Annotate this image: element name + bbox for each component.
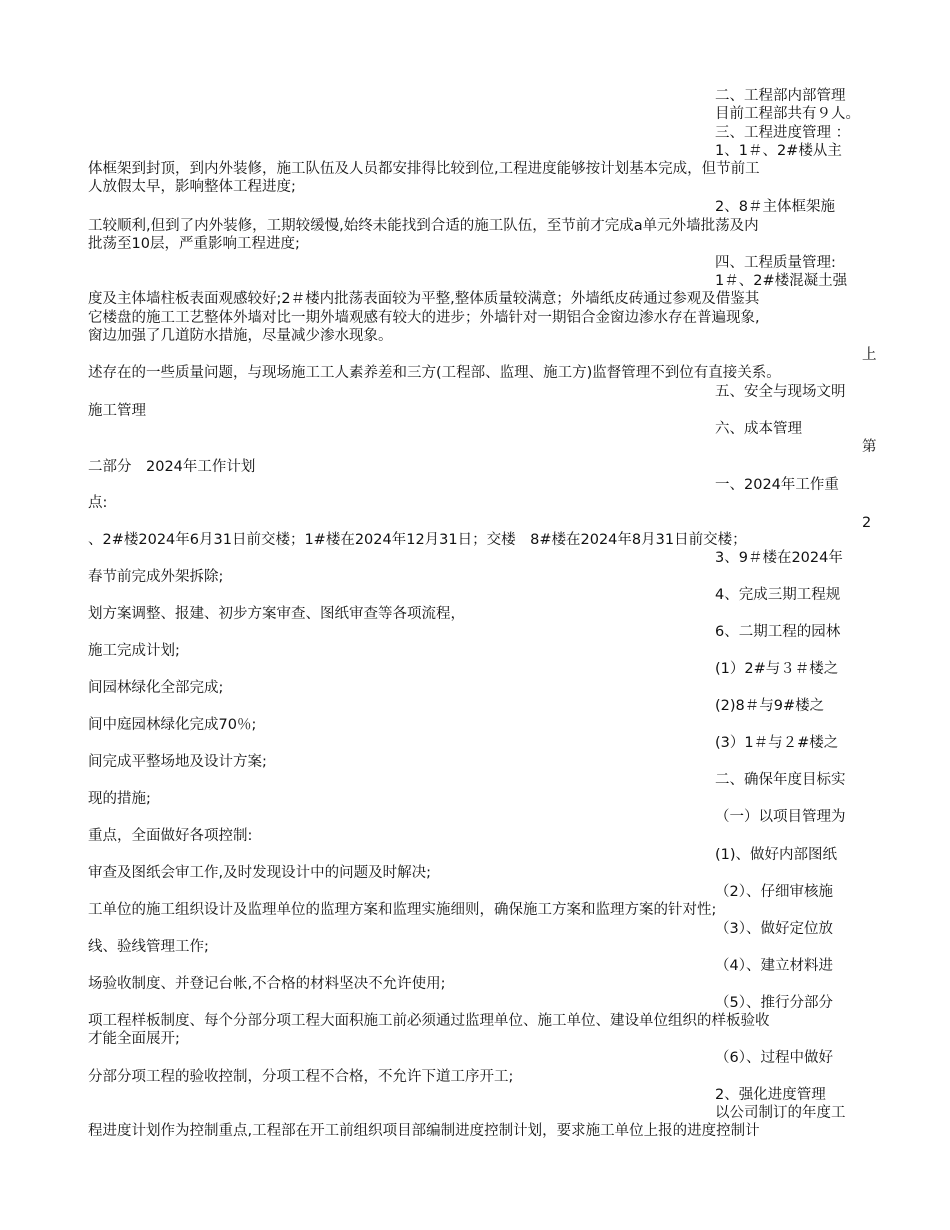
section-heading: 四、工程质量管理: bbox=[715, 255, 836, 271]
text-line: 人放假太早，影响整体工程进度; bbox=[88, 179, 296, 195]
text-line: （4）、建立材料进 bbox=[715, 958, 833, 974]
section-heading: 二、工程部内部管理 bbox=[715, 88, 846, 104]
text-line: 6、二期工程的园林 bbox=[715, 624, 841, 640]
text-line: 、2#楼2024年6月31日前交楼；1#楼在2024年12月31日；交楼 8#楼在2024年8月31日前交楼； bbox=[88, 532, 747, 548]
section-heading: 六、成本管理 bbox=[715, 421, 802, 437]
text-line: (2)8＃与9#楼之 bbox=[715, 698, 825, 714]
section-heading: 二、确保年度目标实 bbox=[715, 772, 846, 788]
text-line: 上 bbox=[862, 347, 877, 363]
text-line: 施工管理 bbox=[88, 403, 146, 419]
text-line: 窗边加强了几道防水措施，尽量减少渗水现象。 bbox=[88, 328, 393, 344]
text-line: 2、8＃主体框架施 bbox=[715, 199, 835, 215]
part-heading: 二部分 2024年工作计划 bbox=[88, 459, 256, 475]
text-line: 1＃、2#楼混凝土强 bbox=[715, 273, 848, 289]
text-line: (3）1＃与２#楼之 bbox=[715, 735, 839, 751]
text-line: 才能全面展开; bbox=[88, 1031, 180, 1047]
text-line: 点: bbox=[88, 495, 108, 511]
text-line: 工单位的施工组织设计及监理单位的监理方案和监理实施细则，确保施工方案和监理方案的针对性; bbox=[88, 902, 717, 918]
text-line: 1、1＃、2#楼从主 bbox=[715, 143, 842, 159]
text-line: 施工完成计划; bbox=[88, 643, 180, 659]
text-line: （2）、仔细审核施 bbox=[715, 884, 833, 900]
text-line: 目前工程部共有９人。 bbox=[715, 106, 860, 122]
text-line: (1)、做好内部图纸 bbox=[715, 847, 838, 863]
text-line: 间园林绿化全部完成; bbox=[88, 680, 224, 696]
text-line: 3、9＃楼在2024年 bbox=[715, 550, 843, 566]
text-line: 它楼盘的施工工艺整体外墙对比一期外墙观感有较大的进步；外墙针对一期铝合金窗边渗水存在普遍现象, bbox=[88, 310, 760, 326]
text-line: 述存在的一些质量问题，与现场施工工人素养差和三方(工程部、监理、施工方)监督管理不到位有直接关系。 bbox=[88, 365, 781, 381]
text-line: 春节前完成外架拆除; bbox=[88, 569, 224, 585]
text-line: 审查及图纸会审工作,及时发现设计中的问题及时解决; bbox=[88, 865, 431, 881]
text-line: 重点，全面做好各项控制: bbox=[88, 828, 253, 844]
section-heading: 五、安全与现场文明 bbox=[715, 384, 846, 400]
text-line: 间中庭园林绿化完成70％; bbox=[88, 717, 257, 733]
text-line: （3）、做好定位放 bbox=[715, 921, 833, 937]
text-line: 工较顺利,但到了内外装修，工期较缓慢,始终未能找到合适的施工队伍，至节前才完成a单元外墙批荡及内 bbox=[88, 218, 759, 234]
text-line: 线、验线管理工作; bbox=[88, 939, 209, 955]
text-line: 体框架到封顶，到内外装修，施工队伍及人员都安排得比较到位,工程进度能够按计划基本完成，但节前工 bbox=[88, 161, 760, 177]
text-line: 第 bbox=[862, 439, 877, 455]
text-line: 场验收制度、并登记台帐,不合格的材料坚决不允许使用; bbox=[88, 976, 446, 992]
text-line: 间完成平整场地及设计方案; bbox=[88, 754, 267, 770]
text-line: 度及主体墙柱板表面观感较好;2＃楼内批荡表面较为平整,整体质量较满意；外墙纸皮砖通过参观及借鉴其 bbox=[88, 291, 760, 307]
text-line: 现的措施; bbox=[88, 791, 151, 807]
text-line: 4、完成三期工程规 bbox=[715, 587, 841, 603]
text-line: 程进度计划作为控制重点,工程部在开工前组织项目部编制进度控制计划，要求施工单位上报的进度控制计 bbox=[88, 1123, 760, 1139]
text-line: （5）、推行分部分 bbox=[715, 995, 833, 1011]
text-line: （6）、过程中做好 bbox=[715, 1050, 833, 1066]
text-line: （一）以项目管理为 bbox=[715, 809, 846, 825]
section-heading: 一、2024年工作重 bbox=[715, 477, 839, 493]
section-heading: 2、强化进度管理 bbox=[715, 1087, 826, 1103]
text-line: 批荡至10层，严重影响工程进度; bbox=[88, 236, 300, 252]
text-line: 以公司制订的年度工 bbox=[715, 1105, 846, 1121]
text-line: 2 bbox=[862, 515, 872, 531]
text-line: 项工程样板制度、每个分部分项工程大面积施工前必须通过监理单位、施工单位、建设单位组织的样板验收 bbox=[88, 1013, 770, 1029]
text-line: (1）2#与３＃楼之 bbox=[715, 661, 839, 677]
text-line: 划方案调整、报建、初步方案审查、图纸审查等各项流程， bbox=[88, 606, 465, 622]
section-heading: 三、工程进度管理 ： bbox=[715, 125, 851, 141]
text-line: 分部分项工程的验收控制，分项工程不合格，不允许下道工序开工; bbox=[88, 1069, 514, 1085]
